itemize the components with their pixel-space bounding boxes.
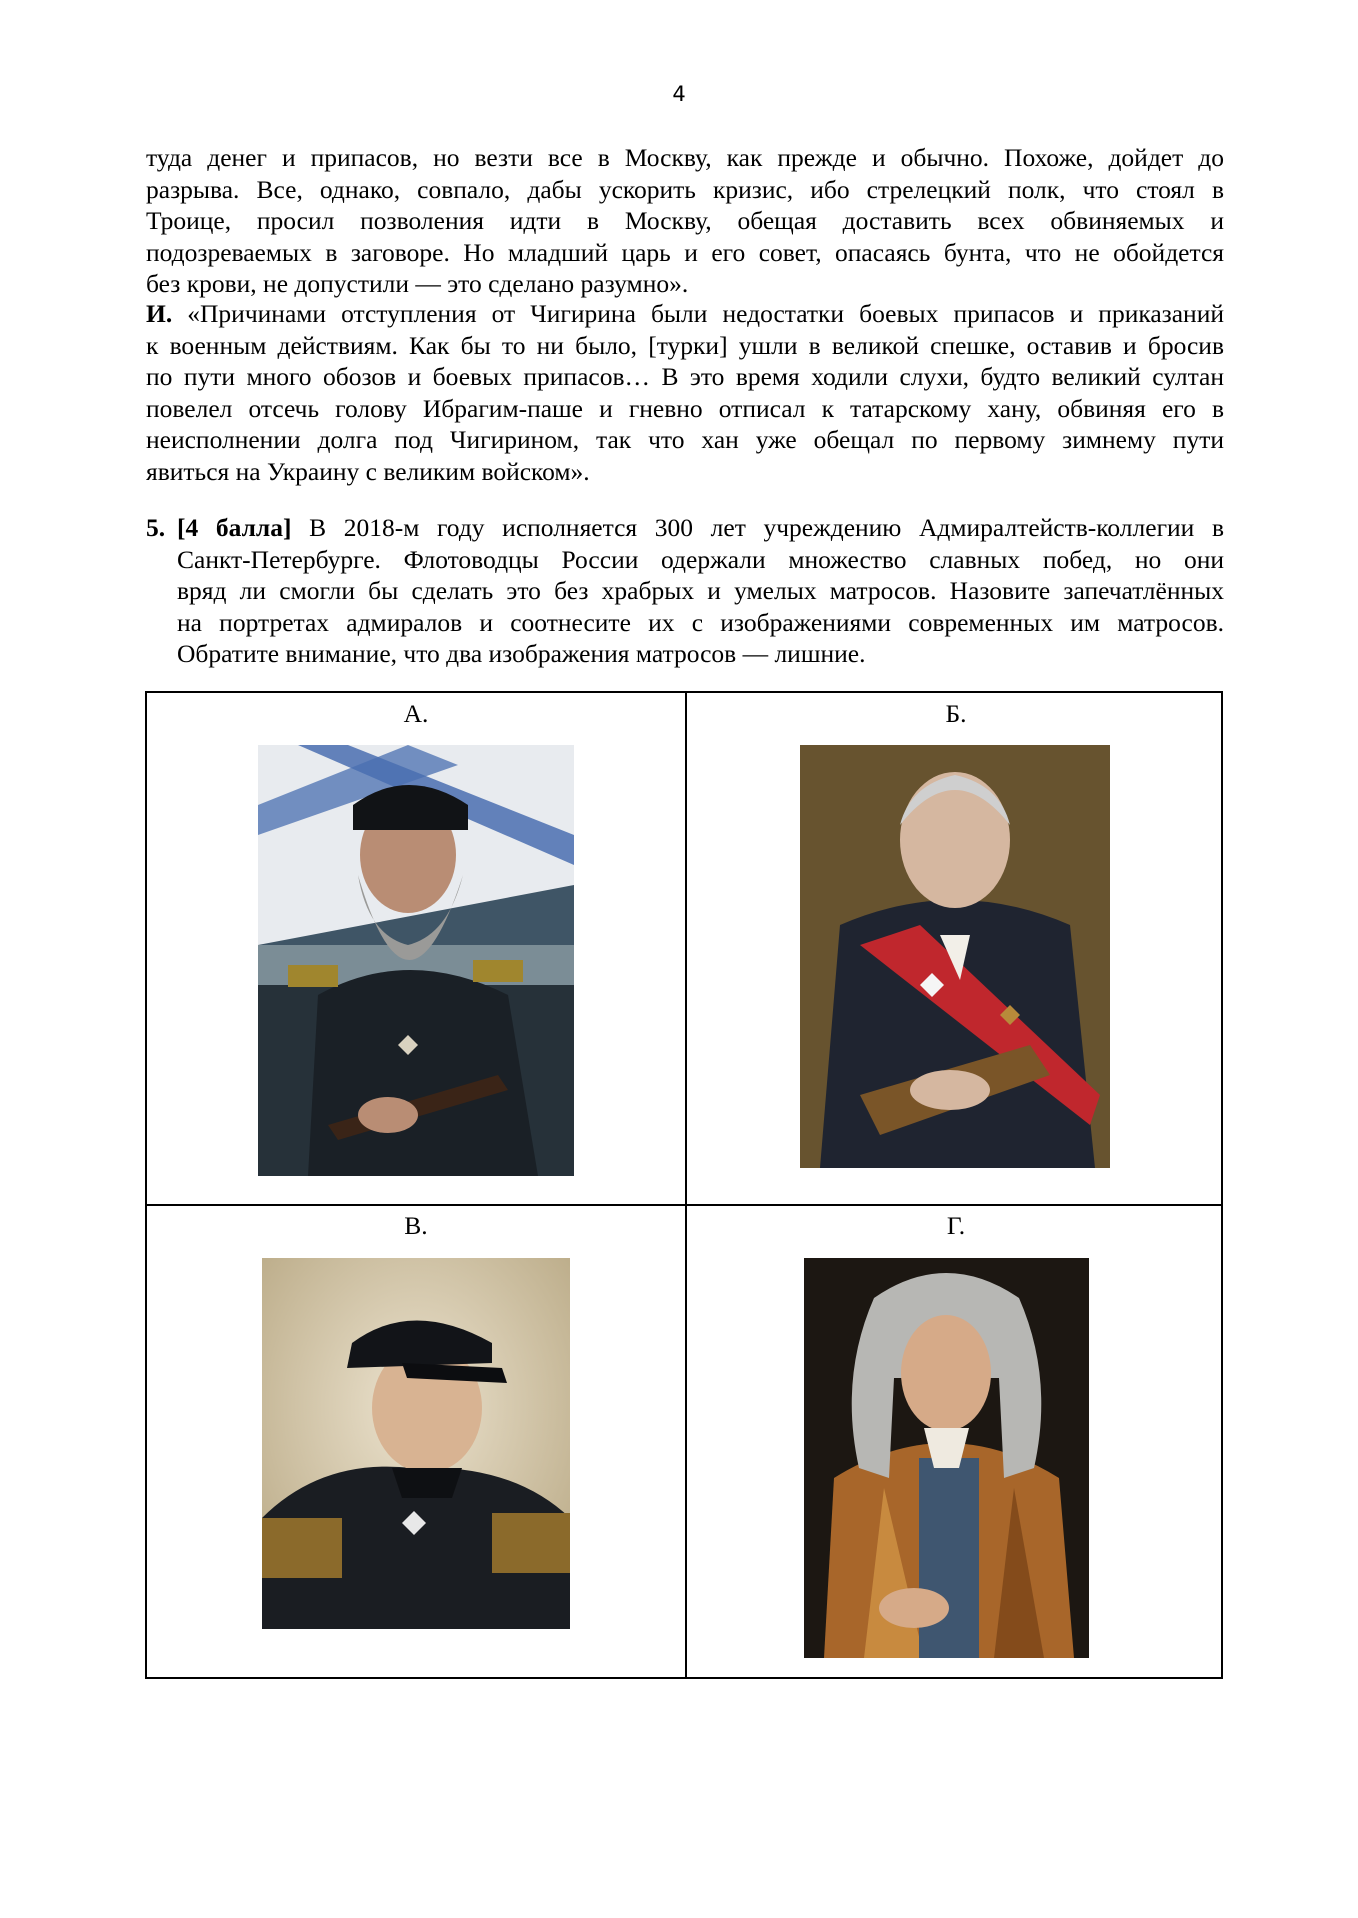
portrait-g xyxy=(804,1258,1089,1658)
question-5-text xyxy=(177,512,1224,670)
text-line: подозреваемых в заговоре. Но младший царь и его совет, опасаясь бунта, что не обойдется xyxy=(146,237,1224,267)
question-first-line: В 2018-м году исполняется 300 лет учреждению Адмиралтейств-коллегии в xyxy=(291,513,1224,542)
page-number: 4 xyxy=(672,82,686,106)
portrait-table xyxy=(145,691,1223,1679)
text-line: неисполнении долга под Чигирином, так что хан уже обещал по первому зимнему пути xyxy=(146,425,1224,454)
text-line: вряд ли смогли бы сделать это без храбрых и умелых матросов. Назовите запечатлённых xyxy=(177,576,1224,605)
text-line xyxy=(177,512,1224,544)
table-divider-horizontal xyxy=(147,1204,1221,1206)
text-line xyxy=(146,298,1224,330)
portrait-label-v: В. xyxy=(404,1211,428,1240)
text-line: Обратите внимание, что два изображения матросов — лишние. xyxy=(177,639,866,668)
paragraph-marker: И. xyxy=(146,299,173,328)
table-divider-vertical xyxy=(685,693,687,1677)
text-line: Санкт-Петербурге. Флотоводцы России одержали множество славных побед, но они xyxy=(177,544,1224,574)
text-line: по пути много обозов и боевых припасов… В это время ходили слухи, будто великий султан xyxy=(146,362,1224,391)
portrait-label-b: Б. xyxy=(945,699,967,728)
text-line: явиться на Украину с великим войском». xyxy=(146,456,590,486)
question-points: [4 балла] xyxy=(177,513,292,542)
text-line: Троице, просил позволения идти в Москву, обещая доставить всех обвиняемых и xyxy=(146,206,1224,235)
paragraph-first-line: «Причинами отступления от Чигирина были недостатки боевых припасов и приказаний xyxy=(172,299,1224,328)
text-line: разрыва. Все, однако, совпало, дабы ускорить кризис, ибо стрелецкий полк, что стоял в xyxy=(146,174,1224,204)
portrait-b xyxy=(800,745,1110,1168)
paragraph-i xyxy=(146,298,1224,487)
portrait-label-a: А. xyxy=(403,699,429,728)
text-line: туда денег и припасов, но везти все в Москву, как прежде и обычно. Похоже, дойдет до xyxy=(146,143,1224,172)
portrait-label-g: Г. xyxy=(946,1211,966,1240)
text-line: повелел отсечь голову Ибрагим-паше и гневно отписал к татарскому хану, обвиняя его в xyxy=(146,393,1224,423)
text-line: к военным действиям. Как бы то ни было, [турки] ушли в великой спешке, оставив и бросив xyxy=(146,330,1224,360)
portrait-v xyxy=(262,1258,570,1629)
paragraph-h xyxy=(146,142,1224,300)
question-number: 5. xyxy=(146,513,166,542)
portrait-a xyxy=(258,745,574,1176)
text-line: на портретах адмиралов и соотнесите их с изображениями современных им матросов. xyxy=(177,607,1224,637)
text-line: без крови, не допустили — это сделано разумно». xyxy=(146,269,689,298)
